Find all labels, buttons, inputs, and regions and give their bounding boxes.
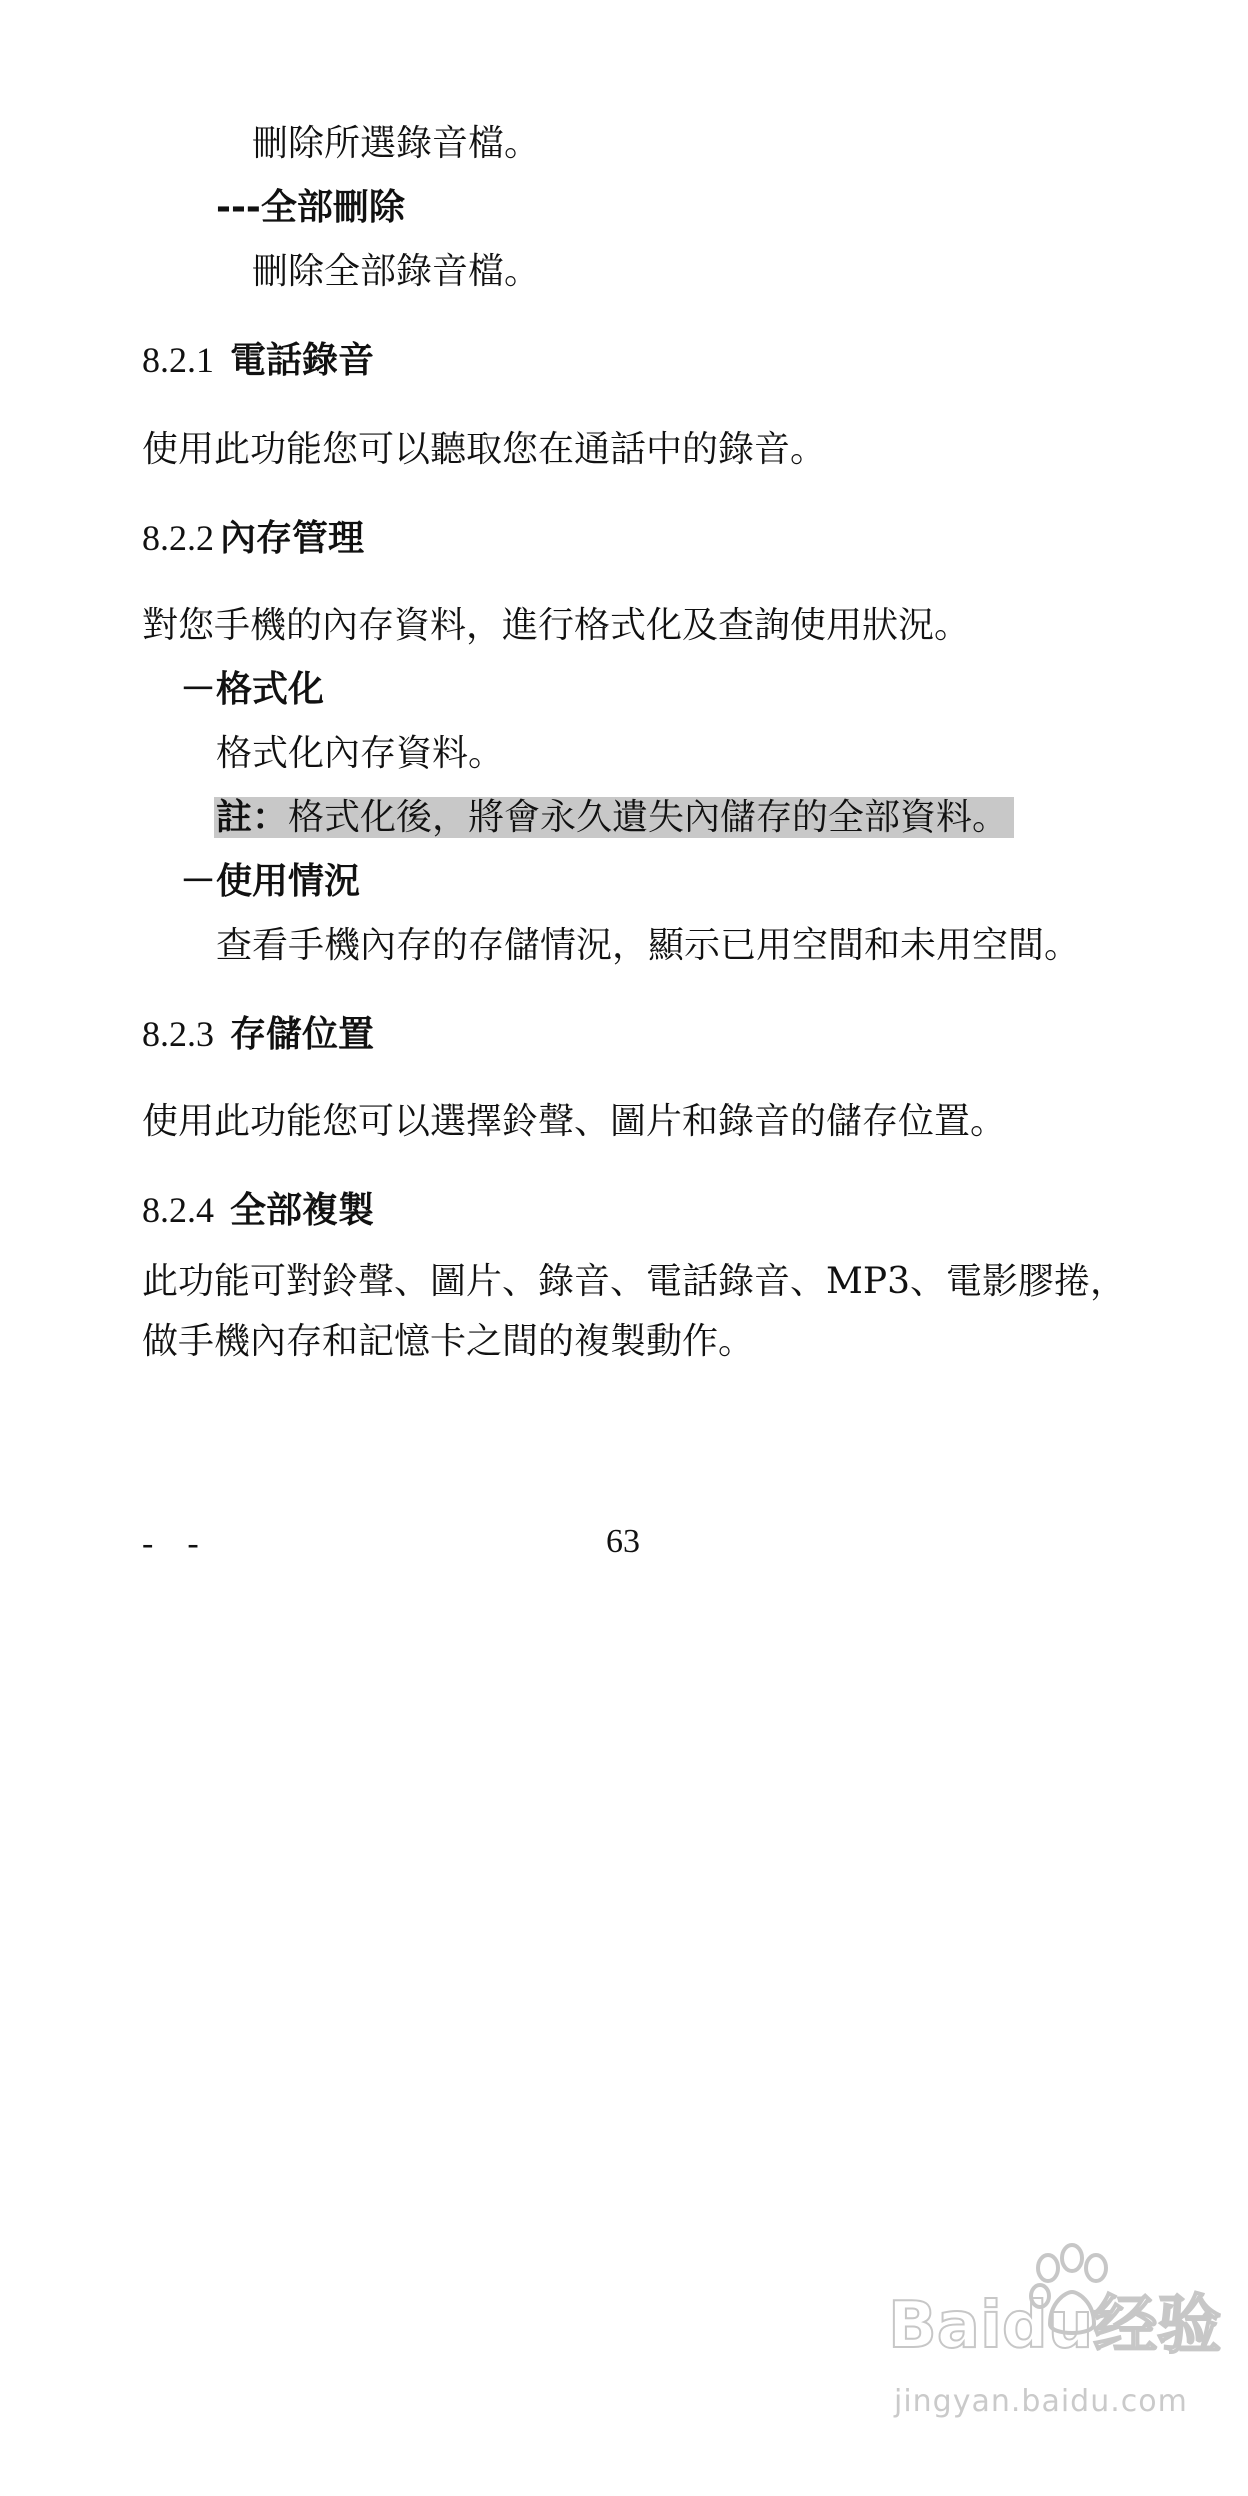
format-heading: －格式化	[180, 669, 325, 710]
delete-all-desc: 刪除全部錄音檔。	[252, 251, 541, 292]
section-number: 8.2.4	[142, 1190, 214, 1230]
call-recording-desc: 使用此功能您可以聽取您在通話中的錄音。	[142, 429, 827, 470]
memory-management-desc: 對您手機的內存資料，進行格式化及查詢使用狀況。	[142, 605, 971, 646]
baidu-logo-text: Baidu经验	[888, 2289, 1222, 2363]
delete-selected-desc: 刪除所選錄音檔。	[252, 123, 541, 164]
section-title: 內存管理	[220, 518, 365, 559]
note-highlight	[214, 797, 1014, 838]
section-8-2-4-heading	[142, 1188, 374, 1233]
delete-all-heading: ---全部刪除	[216, 187, 405, 228]
copy-all-desc-line-1: 此功能可對鈴聲、圖片、錄音、電話錄音、MP3、電影膠捲，	[142, 1261, 1126, 1302]
copy-all-desc-line-2: 做手機內存和記憶卡之間的複製動作。	[142, 1321, 755, 1362]
section-8-2-3-heading	[142, 1012, 374, 1057]
note-text: 格式化後，將會永久遺失內儲存的全部資料。	[288, 797, 1009, 838]
section-title: 全部複製	[230, 1190, 375, 1231]
section-title: 存儲位置	[230, 1014, 375, 1055]
watermark-url: jingyan.baidu.com	[894, 2384, 1188, 2419]
section-8-2-1-heading	[142, 338, 374, 383]
section-number: 8.2.1	[142, 340, 214, 380]
storage-location-desc: 使用此功能您可以選擇鈴聲、圖片和錄音的儲存位置。	[142, 1101, 1007, 1142]
note-label: 註：	[216, 797, 289, 838]
usage-desc: 查看手機內存的存儲情況，顯示已用空間和未用空間。	[216, 925, 1081, 966]
footer-dashes: - -	[142, 1525, 199, 1562]
baidu-watermark	[888, 2286, 1222, 2456]
section-8-2-2-heading	[142, 516, 364, 561]
usage-heading: －使用情況	[180, 861, 361, 902]
section-number: 8.2.3	[142, 1014, 214, 1054]
format-note	[214, 796, 1014, 840]
format-desc: 格式化內存資料。	[216, 733, 505, 774]
section-title: 電話錄音	[230, 340, 375, 381]
page-number: 63	[606, 1523, 640, 1560]
section-number: 8.2.2	[142, 518, 214, 558]
